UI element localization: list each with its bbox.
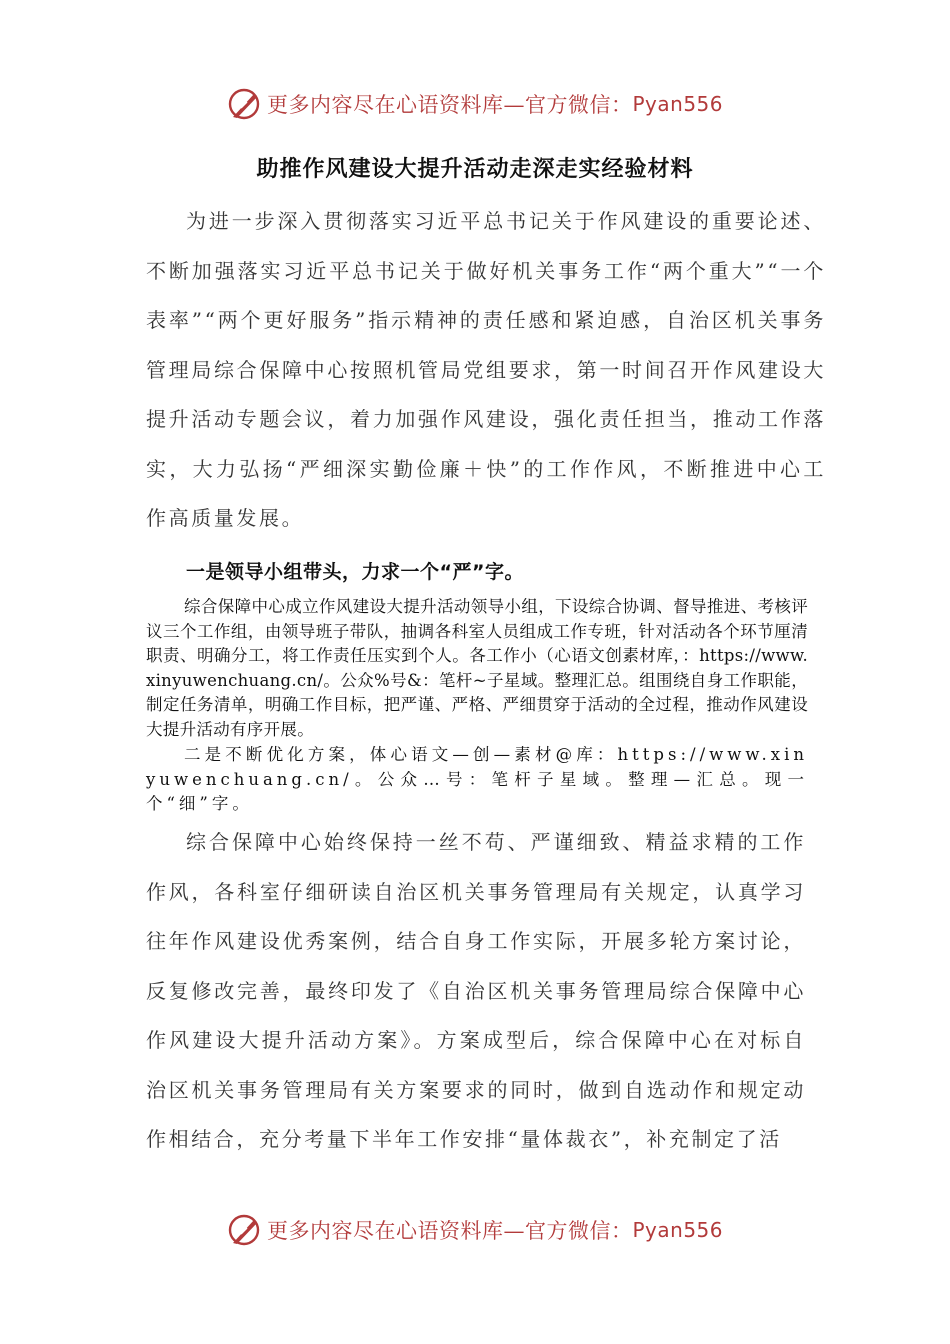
section2-heading-line: 二是不断优化方案，体心语文—创—素材@库：https://www.xinyuwenchuang.cn/。公众…号：笔杆子星域。整理—汇总。现一个“细”字。 xyxy=(146,745,808,813)
section1-body: 综合保障中心成立作风建设大提升活动领导小组，下设综合协调、督导推进、考核评议三个工作组，由领导班子带队，抽调各科室人员组成工作专班，针对活动各个环节厘清职责、明确分工，将工作责任压实到个人。各工作小（心语文创素材库，：https://www.xinyuwenchuang.cn/。公众%号&：笔杆~子星域。整理汇总。组围绕自身工作职能，制定任务清单，明确工作目标，把严谨、严格、严细贯穿于活动的全过程，推动作风建设大提升活动有序开展。 xyxy=(146,597,808,739)
document-title: 助推作风建设大提升活动走深走实经验材料 xyxy=(256,157,694,182)
intro-paragraph: 为进一步深入贯彻落实习近平总书记关于作风建设的重要论述、不断加强落实习近平总书记关于做好机关事务工作“两个重大”“一个表率”“两个更好服务”指示精神的责任感和紧迫感，自治区机关事务管理局综合保障中心按照机管局党组要求，第一时间召开作风建设大提升活动专题会议，着力加强作风建设，强化责任担当，推动工作落实，大力弘扬“严细深实勤俭廉＋快”的工作作风，不断推进中心工作高质量发展。 xyxy=(146,209,826,530)
quill-logo-icon xyxy=(227,1212,263,1248)
section2-body: 综合保障中心始终保持一丝不苟、严谨细致、精益求精的工作作风，各科室仔细研读自治区机关事务管理局有关规定，认真学习往年作风建设优秀案例，结合自身工作实际，开展多轮方案讨论，反复修改完善，最终印发了《自治区机关事务管理局综合保障中心作风建设大提升活动方案》。方案成型后，综合保障中心在对标自治区机关事务管理局有关方案要求的同时，做到自选动作和规定动作相结合，充分考量下半年工作安排“量体裁衣”，补充制定了活 xyxy=(146,830,806,1151)
quill-logo-icon xyxy=(227,86,263,122)
section1-heading: 一是领导小组带头，力求一个“严”字。 xyxy=(186,561,524,583)
banner-text: 更多内容尽在心语资料库—官方微信： xyxy=(266,1219,633,1243)
banner-text: 更多内容尽在心语资料库—官方微信： xyxy=(266,93,633,117)
banner-wechat-id: Pyan556 xyxy=(632,92,723,116)
footer-watermark-banner xyxy=(0,1210,950,1250)
header-watermark-banner xyxy=(0,84,950,124)
banner-wechat-id: Pyan556 xyxy=(632,1218,723,1242)
